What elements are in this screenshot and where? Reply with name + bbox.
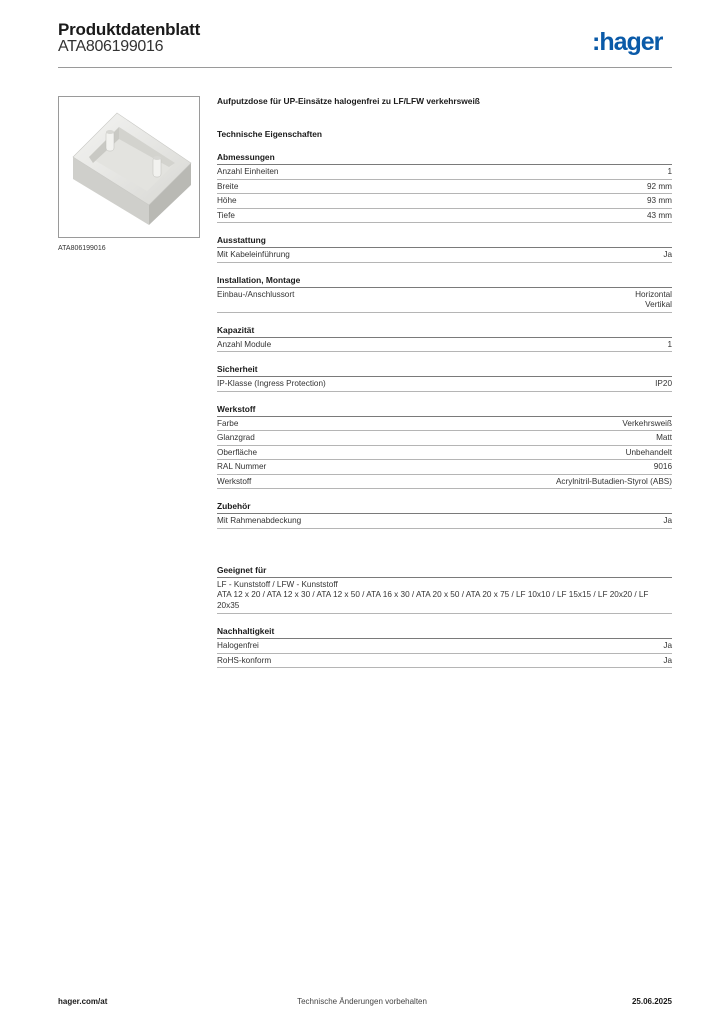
spec-label: IP-Klasse (Ingress Protection)	[217, 379, 326, 388]
section-title: Ausstattung	[217, 235, 672, 248]
spec-row	[217, 431, 672, 446]
spec-value: 93 mm	[646, 196, 672, 205]
spec-label: Einbau-/Anschlussort	[217, 289, 295, 299]
spec-value: Acrylnitril-Butadien-Styrol (ABS)	[555, 476, 672, 486]
spec-row	[217, 194, 672, 209]
footer-website[interactable]: hager.com/at	[58, 997, 108, 1006]
spec-row	[217, 639, 672, 654]
section-title: Kapazität	[217, 325, 672, 338]
spec-value: 43 mm	[646, 210, 672, 220]
section-title: Sicherheit	[217, 364, 672, 377]
hager-logo	[592, 26, 676, 56]
section-abmessungen	[217, 152, 672, 223]
spec-value: Matt	[656, 433, 672, 442]
section-installation-montage	[217, 275, 672, 313]
logo-text: :hager	[592, 28, 663, 56]
spec-row	[217, 209, 672, 224]
section-title: Abmessungen	[217, 152, 672, 165]
spec-label: RoHS-konform	[217, 655, 272, 665]
section-geeignet	[217, 565, 672, 615]
spec-value: 9016	[653, 462, 672, 471]
image-caption: ATA806199016	[58, 245, 106, 252]
section-kapazität	[217, 325, 672, 353]
spec-content	[217, 96, 672, 668]
spec-label: Anzahl Einheiten	[217, 167, 279, 176]
spec-value: 1	[667, 167, 672, 176]
tech-heading: Technische Eigenschaften	[217, 129, 323, 139]
spec-value: IP20	[655, 379, 672, 388]
spec-label: Höhe	[217, 196, 237, 205]
spec-label: Mit Rahmenabdeckung	[217, 516, 302, 525]
spec-label: Breite	[217, 181, 239, 191]
header-divider	[58, 67, 672, 68]
section-title: Zubehör	[217, 501, 672, 514]
product-box-illustration	[59, 97, 199, 237]
spec-value: Verkehrsweiß	[622, 418, 672, 428]
spec-row	[217, 446, 672, 461]
spec-label: Anzahl Module	[217, 339, 272, 349]
section-title: Geeignet für	[217, 565, 672, 578]
spec-value: 1	[667, 339, 672, 349]
spec-label: Tiefe	[217, 210, 235, 220]
spec-row	[217, 417, 672, 432]
spec-value: Ja	[663, 655, 672, 665]
spec-row	[217, 475, 672, 490]
product-description: Aufputzdose für UP-Einsätze halogenfrei zu LF/LFW verkehrsweiß	[217, 96, 480, 106]
spec-row	[217, 180, 672, 195]
section-ausstattung	[217, 235, 672, 263]
section-title: Nachhaltigkeit	[217, 626, 672, 639]
article-number: ATA806199016	[58, 38, 164, 55]
section-zubehör	[217, 501, 672, 529]
spec-row	[217, 248, 672, 263]
spec-label: Farbe	[217, 418, 239, 428]
section-sicherheit	[217, 364, 672, 392]
section-nachhaltigkeit	[217, 626, 672, 668]
spec-label: Werkstoff	[217, 476, 252, 486]
footer-notice: Technische Änderungen vorbehalten	[297, 997, 427, 1006]
section-werkstoff	[217, 404, 672, 490]
product-image	[58, 96, 200, 238]
spec-sections	[217, 152, 672, 529]
spec-value: 92 mm	[646, 181, 672, 191]
suitable-text: LF - Kunststoff / LFW - Kunststoff ATA 12 x 20 / ATA 12 x 30 / ATA 12 x 50 / ATA 16 x 30 / ATA 20 x 50 / ATA 20 x 75 / LF 10x10 / LF 15x15 / LF 20x20 / LF 20x35	[217, 578, 672, 615]
spec-value: Horizontal Vertikal	[635, 289, 672, 309]
spec-value: Unbehandelt	[625, 447, 672, 457]
spec-row	[217, 377, 672, 392]
spec-label: Oberfläche	[217, 447, 258, 457]
spec-value: Ja	[663, 641, 672, 651]
spec-row	[217, 460, 672, 475]
section-title: Installation, Montage	[217, 275, 672, 288]
spec-label: Glanzgrad	[217, 433, 255, 442]
section-title: Werkstoff	[217, 404, 672, 417]
spec-row	[217, 514, 672, 529]
spec-value: Ja	[663, 516, 672, 525]
spec-row	[217, 338, 672, 353]
spec-value: Ja	[663, 250, 672, 259]
footer-date: 25.06.2025	[631, 997, 672, 1006]
spec-label: RAL Nummer	[217, 462, 267, 471]
spec-row	[217, 288, 672, 313]
spec-label: Halogenfrei	[217, 641, 259, 651]
spec-row	[217, 165, 672, 180]
page-title: Produktdatenblatt	[58, 20, 201, 39]
spec-row	[217, 654, 672, 669]
spec-label: Mit Kabeleinführung	[217, 250, 290, 259]
